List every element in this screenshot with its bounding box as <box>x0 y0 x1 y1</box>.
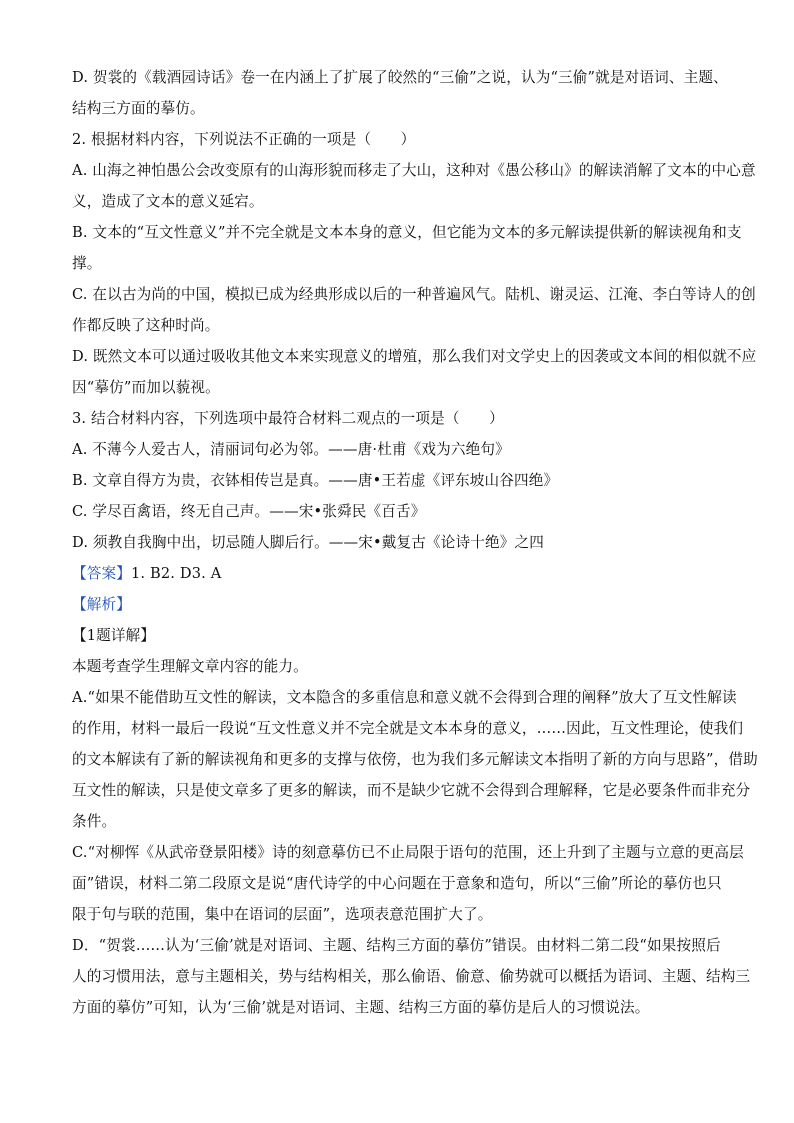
detail-line-3: 的作用，材料一最后一段说“互文性意义并不完全就是文本本身的意义，……因此，互文性理论，使我们 <box>72 720 744 737</box>
detail-line-8: 面”错误，材料二第二段原文是说“唐代诗学的中心问题在于意象和造句，所以“三偷”所论的摹仿也只 <box>72 875 722 892</box>
question-3-option-b: B. 文章自得方为贵，衣钵相传岂是真。——唐•王若虚《评东坡山谷四绝》 <box>72 472 559 489</box>
question-2-option-b-line-2: 撑。 <box>72 255 102 272</box>
question-2-option-d-line-2: 因“摹仿”而加以藐视。 <box>72 379 220 396</box>
option-d-text-line-2: 结构三方面的摹仿。 <box>72 100 205 117</box>
detail-line-2: A.“如果不能借助互文性的解读，文本隐含的多重信息和意义就不会得到合理的阐释”放大了互文性解读 <box>72 689 737 706</box>
option-d-text-line-1: D. 贺裳的《载酒园诗话》卷一在内涵上了扩展了皎然的“三偷”之说，认为“三偷”就是对语词、主题、 <box>72 69 728 86</box>
analysis-heading-line <box>72 589 732 620</box>
detail-line-12: 方面的摹仿”可知，认为‘三偷’就是对语词、主题、结构三方面的摹仿是后人的习惯说法。 <box>72 999 650 1016</box>
question-2-option-a-line-1: A. 山海之神怕愚公会改变原有的山海形貌而移走了大山，这种对《愚公移山》的解读消解了文本的中心意 <box>72 162 756 179</box>
detail-line-5: 互文性的解读，只是使文章多了更多的解读，而不是缺少它就不会得到合理解释，它是必要条件而非充分 <box>72 782 751 799</box>
analysis-label: 【解析】 <box>72 596 131 613</box>
question-1-detail-heading-line <box>72 620 732 651</box>
question-2-option-b-line-1: B. 文本的“互文性意义”并不完全就是文本本身的意义，但它能为文本的多元解读提供新的解读视角和支 <box>72 224 742 241</box>
detail-line-9: 限于句与联的范围，集中在语词的层面”，选项表意范围扩大了。 <box>72 906 493 923</box>
detail-line-10: D．“贺裳……认为‘三偷’就是对语词、主题、结构三方面的摹仿”错误。由材料二第二段“如果按照后 <box>72 937 721 954</box>
detail-line-6: 条件。 <box>72 813 117 830</box>
detail-line-1: 本题考查学生理解文章内容的能力。 <box>72 658 308 675</box>
answer-text: 1. B2. D3. A <box>130 565 222 582</box>
document-page <box>72 62 758 1023</box>
detail-line-7: C.“对柳恽《从武帝登景阳楼》诗的刻意摹仿已不止局限于语句的范围，还上升到了主题与立意的更高层 <box>72 844 744 861</box>
question-3-option-a: A. 不薄今人爱古人，清丽词句必为邻。——唐·杜甫《戏为六绝句》 <box>72 441 510 458</box>
question-2-option-a-line-2: 义，造成了文本的意义延宕。 <box>72 193 264 210</box>
question-3-option-d: D. 须教自我胸中出，切忌随人脚后行。——宋•戴复古《论诗十绝》之四 <box>72 534 544 551</box>
question-2-stem: 2. 根据材料内容，下列说法不正确的一项是（ ） <box>72 131 416 148</box>
detail-line-4: 的文本解读有了新的解读视角和更多的支撑与依傍，也为我们多元解读文本指明了新的方向与思路”，借助 <box>72 751 758 768</box>
question-2-option-c-line-2: 作都反映了这种时尚。 <box>72 317 220 334</box>
question-3-option-c: C. 学尽百禽语，终无自己声。——宋•张舜民《百舌》 <box>72 503 426 520</box>
question-1-detail-label: 【1题详解】 <box>72 627 156 644</box>
question-3-stem: 3. 结合材料内容，下列选项中最符合材料二观点的一项是（ ） <box>72 410 504 427</box>
detail-line-11: 人的习惯用法，意与主题相关，势与结构相关，那么偷语、偷意、偷势就可以概括为语词、主题、结构三 <box>72 968 751 985</box>
answer-line <box>72 558 732 589</box>
answer-label: 【答案】 <box>72 565 131 582</box>
question-2-option-d-line-1: D. 既然文本可以通过吸收其他文本来实现意义的增殖，那么我们对文学史上的因袭或文本间的相似就不应 <box>72 348 757 365</box>
question-2-option-c-line-1: C. 在以古为尚的中国，模拟已成为经典形成以后的一种普遍风气。陆机、谢灵运、江淹、李白等诗人的创 <box>72 286 756 303</box>
